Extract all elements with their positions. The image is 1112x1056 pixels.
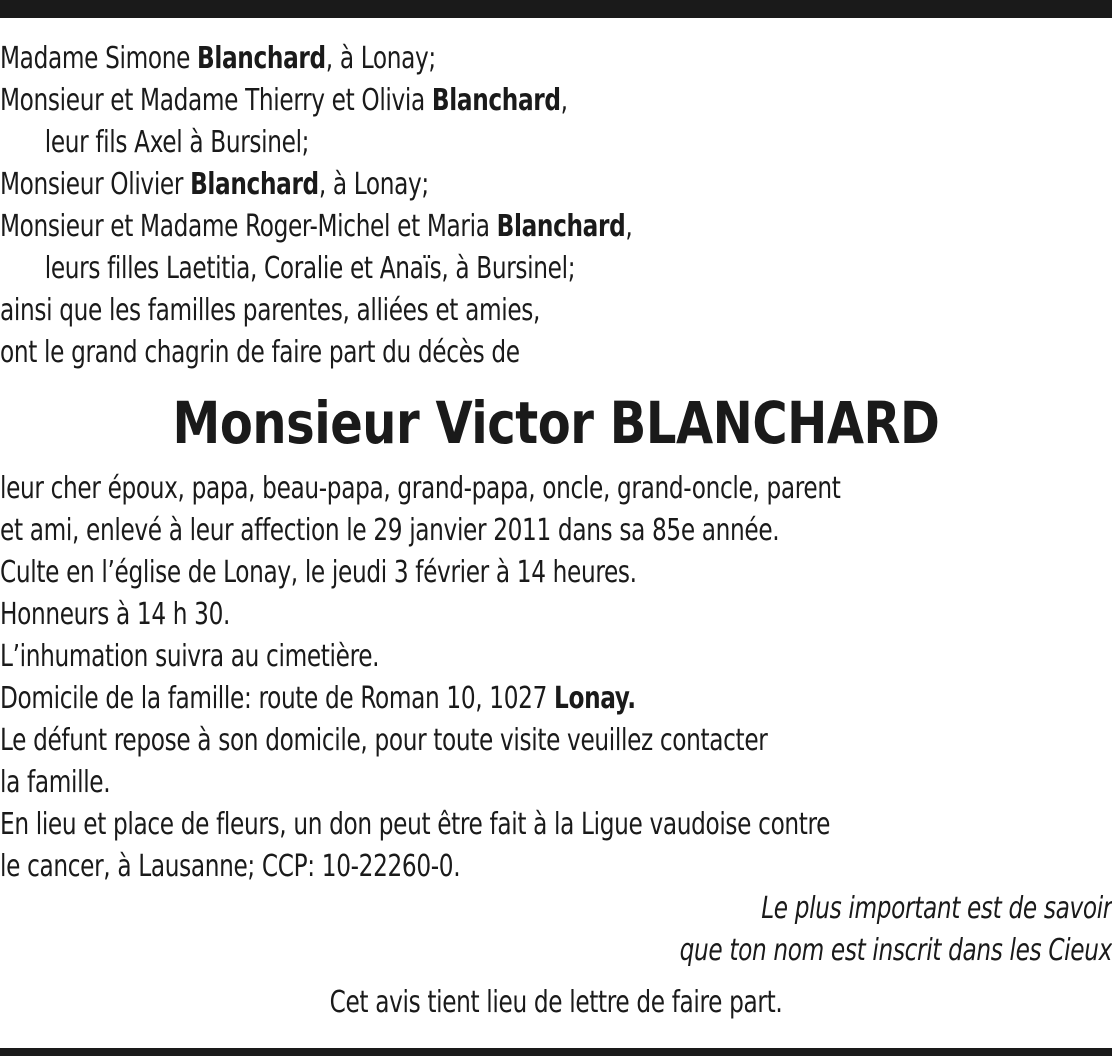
details-line-5: L’inhumation suivra au cimetière. — [0, 639, 380, 674]
family-line-3: leur fils Axel à Bursinel; — [44, 125, 310, 160]
family-line-5-text: Monsieur et Madame Roger-Michel et Maria — [0, 209, 497, 244]
details-line-10: le cancer, à Lausanne; CCP: 10-22260-0. — [0, 849, 461, 884]
family-line-4-text: Monsieur Olivier — [0, 167, 191, 202]
bottom-rule — [0, 1048, 1112, 1056]
details-line-8: la famille. — [0, 765, 111, 800]
closing-note: Cet avis tient lieu de lettre de faire part. — [329, 985, 783, 1020]
top-rule — [0, 0, 1112, 18]
details-line-6-text: Domicile de la famille: route de Roman 10, 1027 — [0, 681, 555, 716]
details-line-1: leur cher époux, papa, beau-papa, grand-papa, oncle, grand-oncle, parent — [0, 471, 841, 506]
family-line-2-text: Monsieur et Madame Thierry et Olivia — [0, 83, 432, 118]
family-line-4 — [0, 164, 1109, 206]
details-line-6-place: Lonay. — [554, 681, 636, 716]
details-line-6 — [0, 678, 1109, 720]
family-line-2-suffix: , — [560, 83, 568, 118]
details-line-4: Honneurs à 14 h 30. — [0, 597, 231, 632]
family-line-5-surname: Blanchard — [496, 209, 626, 244]
family-line-2-surname: Blanchard — [431, 83, 561, 118]
family-line-7: ainsi que les familles parentes, alliées et amies, — [0, 293, 541, 328]
family-line-4-surname: Blanchard — [190, 167, 319, 202]
deceased-name: Monsieur Victor BLANCHARD — [172, 389, 940, 457]
family-line-1 — [0, 38, 1109, 80]
family-line-1-suffix: , à Lonay; — [325, 41, 436, 76]
family-line-8: ont le grand chagrin de faire part du décès de — [0, 335, 520, 370]
details-line-2: et ami, enlevé à leur affection le 29 janvier 2011 dans sa 85e année. — [0, 513, 780, 548]
details-line-3: Culte en l’église de Lonay, le jeudi 3 février à 14 heures. — [0, 555, 637, 590]
quote-line-2: que ton nom est inscrit dans les Cieux — [679, 933, 1112, 968]
details-line-9: En lieu et place de fleurs, un don peut être fait à la Ligue vaudoise contre — [0, 807, 831, 842]
quote-line-1: Le plus important est de savoir — [761, 891, 1112, 926]
family-line-1-text: Madame Simone — [0, 41, 198, 76]
family-line-5-suffix: , — [625, 209, 633, 244]
family-line-6: leurs filles Laetitia, Coralie et Anaïs, à Bursinel; — [44, 251, 576, 286]
family-line-4-suffix: , à Lonay; — [318, 167, 429, 202]
family-line-2 — [0, 80, 1109, 122]
details-line-7: Le défunt repose à son domicile, pour toute visite veuillez contacter — [0, 723, 768, 758]
obituary-notice — [0, 38, 1112, 1024]
family-line-5 — [0, 206, 1109, 248]
family-line-1-surname: Blanchard — [197, 41, 326, 76]
